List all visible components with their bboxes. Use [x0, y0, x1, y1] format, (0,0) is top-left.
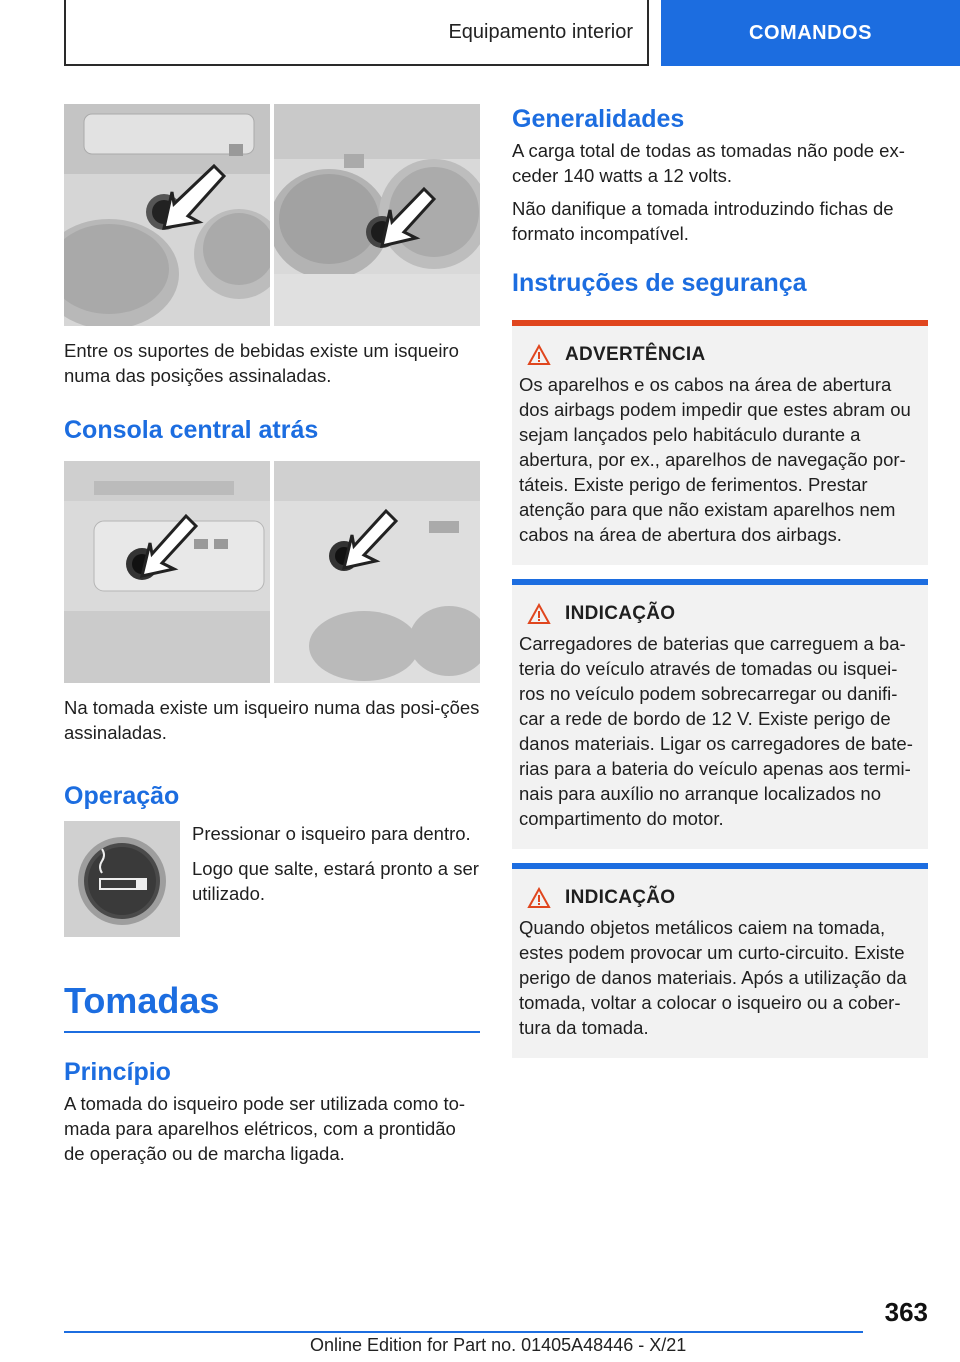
- heading-principle: Princípio: [64, 1058, 171, 1086]
- principle-text: A tomada do isqueiro pode ser utilizada como to-mada para aparelhos elétricos, com a prontidão de operação ou de marcha ligada.: [64, 1093, 466, 1164]
- notice-triangle-icon: [527, 603, 551, 625]
- notice-triangle-icon-2: [527, 887, 551, 909]
- heading-operation: Operação: [64, 782, 180, 810]
- heading-rule: [64, 1031, 480, 1033]
- general-text-1: A carga total de todas as tomadas não pode ex-ceder 140 watts a 12 volts.: [512, 140, 905, 186]
- cupholder-photos: [64, 104, 480, 326]
- heading-sockets: Tomadas: [64, 980, 220, 1021]
- notice-title-text-2: INDICAÇÃO: [565, 887, 676, 908]
- notice-title-2: [519, 887, 922, 909]
- notice-box-metal-objects: [512, 863, 928, 1058]
- lighter-button-image: [64, 821, 180, 937]
- operation-step-2: Logo que salte, estará pronto a ser utilizado.: [192, 858, 479, 904]
- header-section-title: [64, 0, 649, 66]
- right-column: [512, 104, 928, 1058]
- general-text-2: Não danifique a tomada introduzindo fichas de formato incompatível.: [512, 198, 894, 244]
- left-column: [64, 104, 480, 1166]
- notice-title: [519, 603, 922, 625]
- notice-box-chargers: [512, 579, 928, 849]
- section-title: Equipamento interior: [448, 20, 633, 43]
- caption-cupholder: Entre os suportes de bebidas existe um isqueiro numa das posições assinaladas.: [64, 340, 459, 386]
- heading-rear-console: Consola central atrás: [64, 416, 319, 444]
- notice-text-2: Quando objetos metálicos caiem na tomada, estes podem provocar um curto-circuito. Existe perigo de danos materiais. Após a utilização da tomada, voltar a colocar o isqueiro ou a cober-tura da tomada.: [519, 917, 907, 1038]
- warning-title: [519, 344, 922, 366]
- cupholder-photo-1: [64, 104, 271, 326]
- warning-box-airbags: [512, 320, 928, 565]
- footer-rule: [64, 1331, 863, 1333]
- operation-step-1: Pressionar o isqueiro para dentro.: [192, 823, 471, 844]
- heading-safety: Instruções de segurança: [512, 269, 807, 297]
- operation-text: [180, 821, 480, 937]
- header-chapter-tab[interactable]: [661, 0, 960, 66]
- cupholder-photo-2: [271, 104, 481, 326]
- footer-edition: Online Edition for Part no. 01405A48446 - X/21: [310, 1335, 687, 1355]
- rear-console-photo-2: [271, 461, 481, 683]
- notice-title-text: INDICAÇÃO: [565, 603, 676, 624]
- rear-console-photos: [64, 461, 480, 683]
- operation-section: [64, 821, 480, 937]
- chapter-title: COMANDOS: [749, 21, 872, 44]
- rear-console-photo-1: [64, 461, 271, 683]
- warning-title-text: ADVERTÊNCIA: [565, 344, 706, 365]
- warning-text: Os aparelhos e os cabos na área de abertura dos airbags podem impedir que estes abram ou sejam lançados pelo habitáculo durante a abertura, por ex., aparelhos de navegação por-táteis. Existe perigo de ferimentos. Prestar atenção para que não existam aparelhos nem cabos na área de abertura dos airbags.: [519, 374, 911, 545]
- warning-triangle-icon: [527, 344, 551, 366]
- heading-general: Generalidades: [512, 105, 685, 133]
- notice-text: Carregadores de baterias que carreguem a ba-teria do veículo através de tomadas ou isquei-ros no veículo podem sobrecarregar ou danifi-car a rede de bordo de 12 V. Existe perigo de danos materiais. Ligar os carregadores de bate-rias para a bateria do veículo apenas aos termi-nais para auxílio no arranque localizados no compartimento do motor.: [519, 633, 913, 829]
- page-number: 363: [884, 1297, 928, 1327]
- caption-rear-console: Na tomada existe um isqueiro numa das posi-ções assinaladas.: [64, 697, 480, 743]
